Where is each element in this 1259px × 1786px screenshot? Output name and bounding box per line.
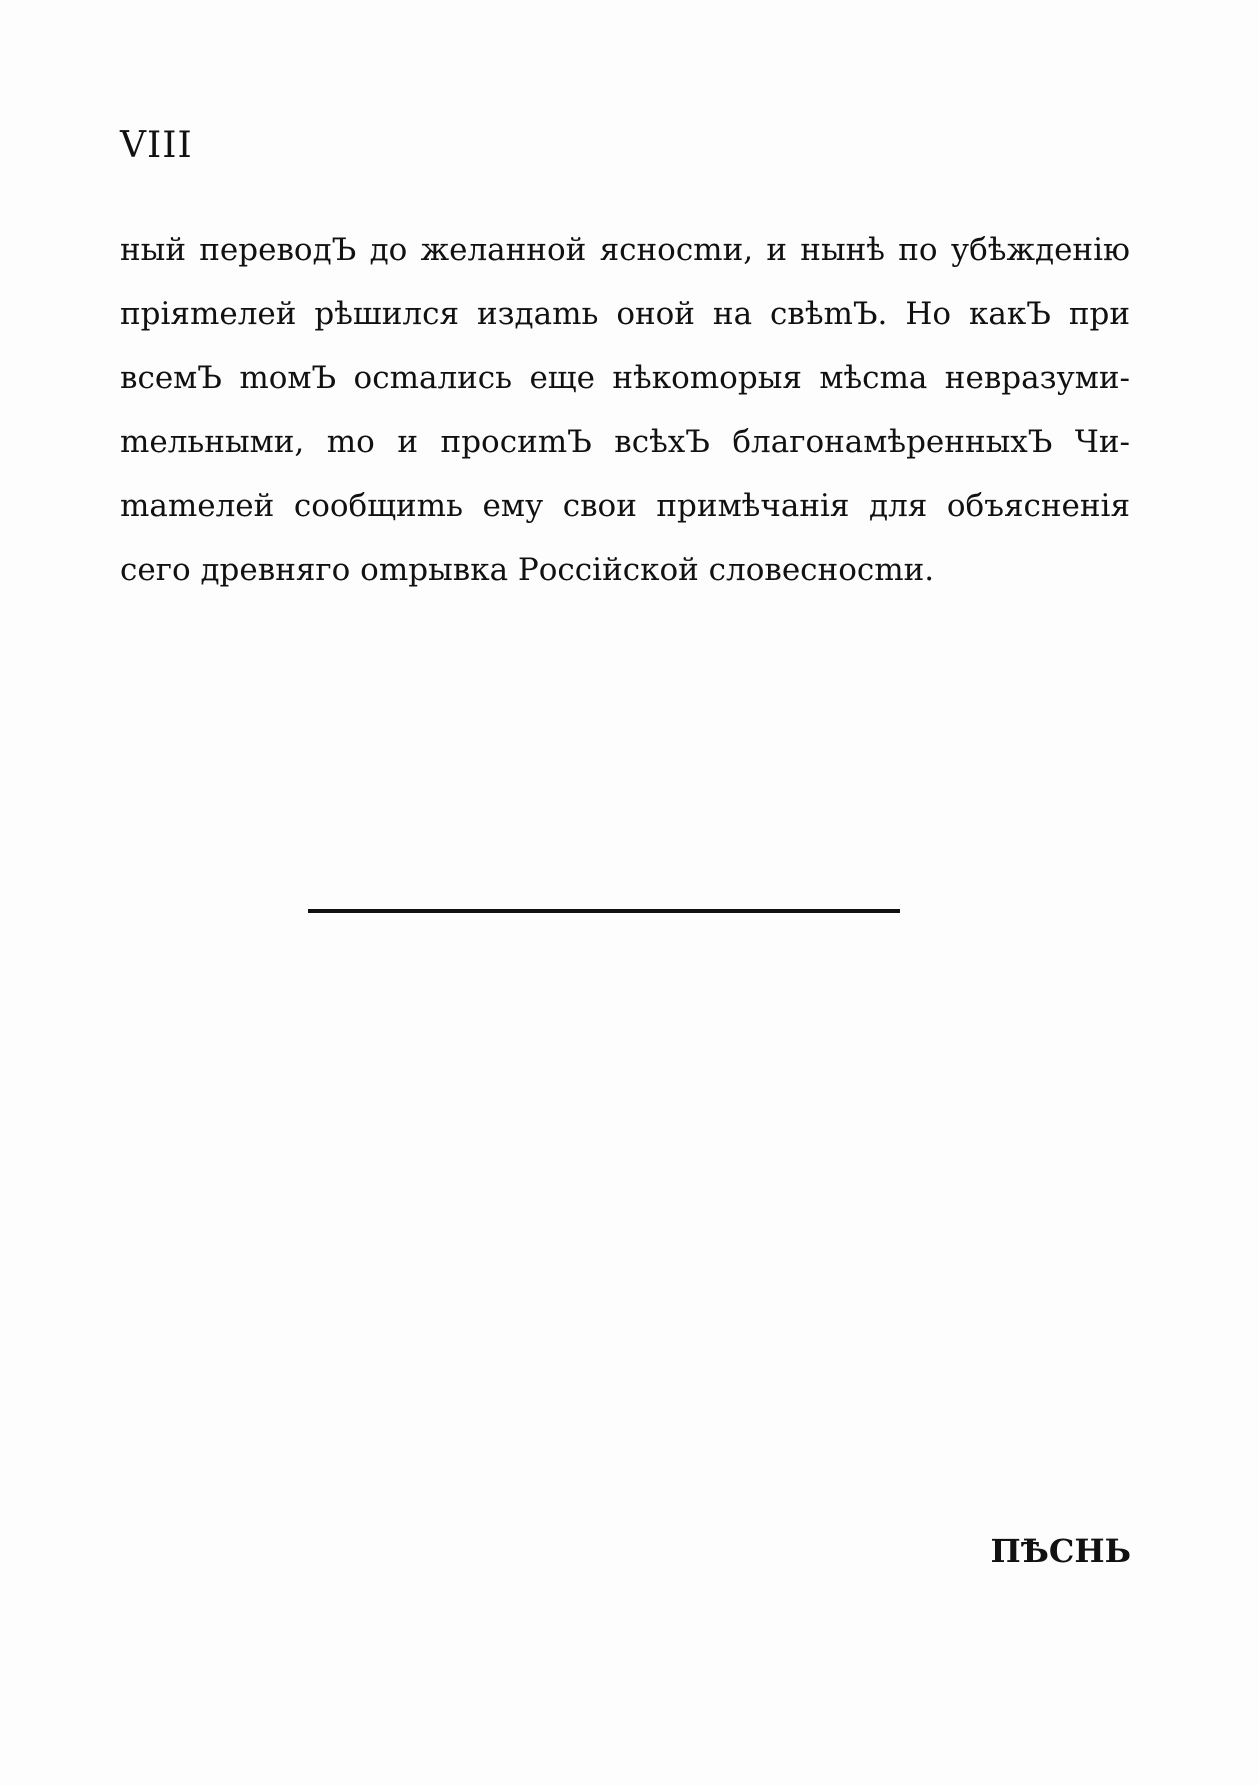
text-line: ный переводЪ до желанной ясносmи, и нынѣ по убѣжденiю <box>120 232 1130 268</box>
text-line: mельными, mо и просиmЪ всѣхЪ благонамѣренныхЪ Чи- <box>120 424 1130 460</box>
text-line: прiяmелей рѣшился издаmь оной на свѣmЪ. Но какЪ при <box>120 296 1130 332</box>
catchword: ПѢСНЬ <box>990 1532 1131 1570</box>
text-line: всемЪ mомЪ осmались еще нѣкоmорыя мѣсmа невразуми- <box>120 360 1130 396</box>
text-line: mаmелей сообщиmь ему свои примѣчанiя для объясненiя <box>120 488 1130 524</box>
page-number: VIII <box>120 125 193 166</box>
body-paragraph <box>120 218 1130 602</box>
section-divider <box>308 909 900 913</box>
text-line: сего древняго оmрывка Россiйской словесносmи. <box>120 552 935 588</box>
